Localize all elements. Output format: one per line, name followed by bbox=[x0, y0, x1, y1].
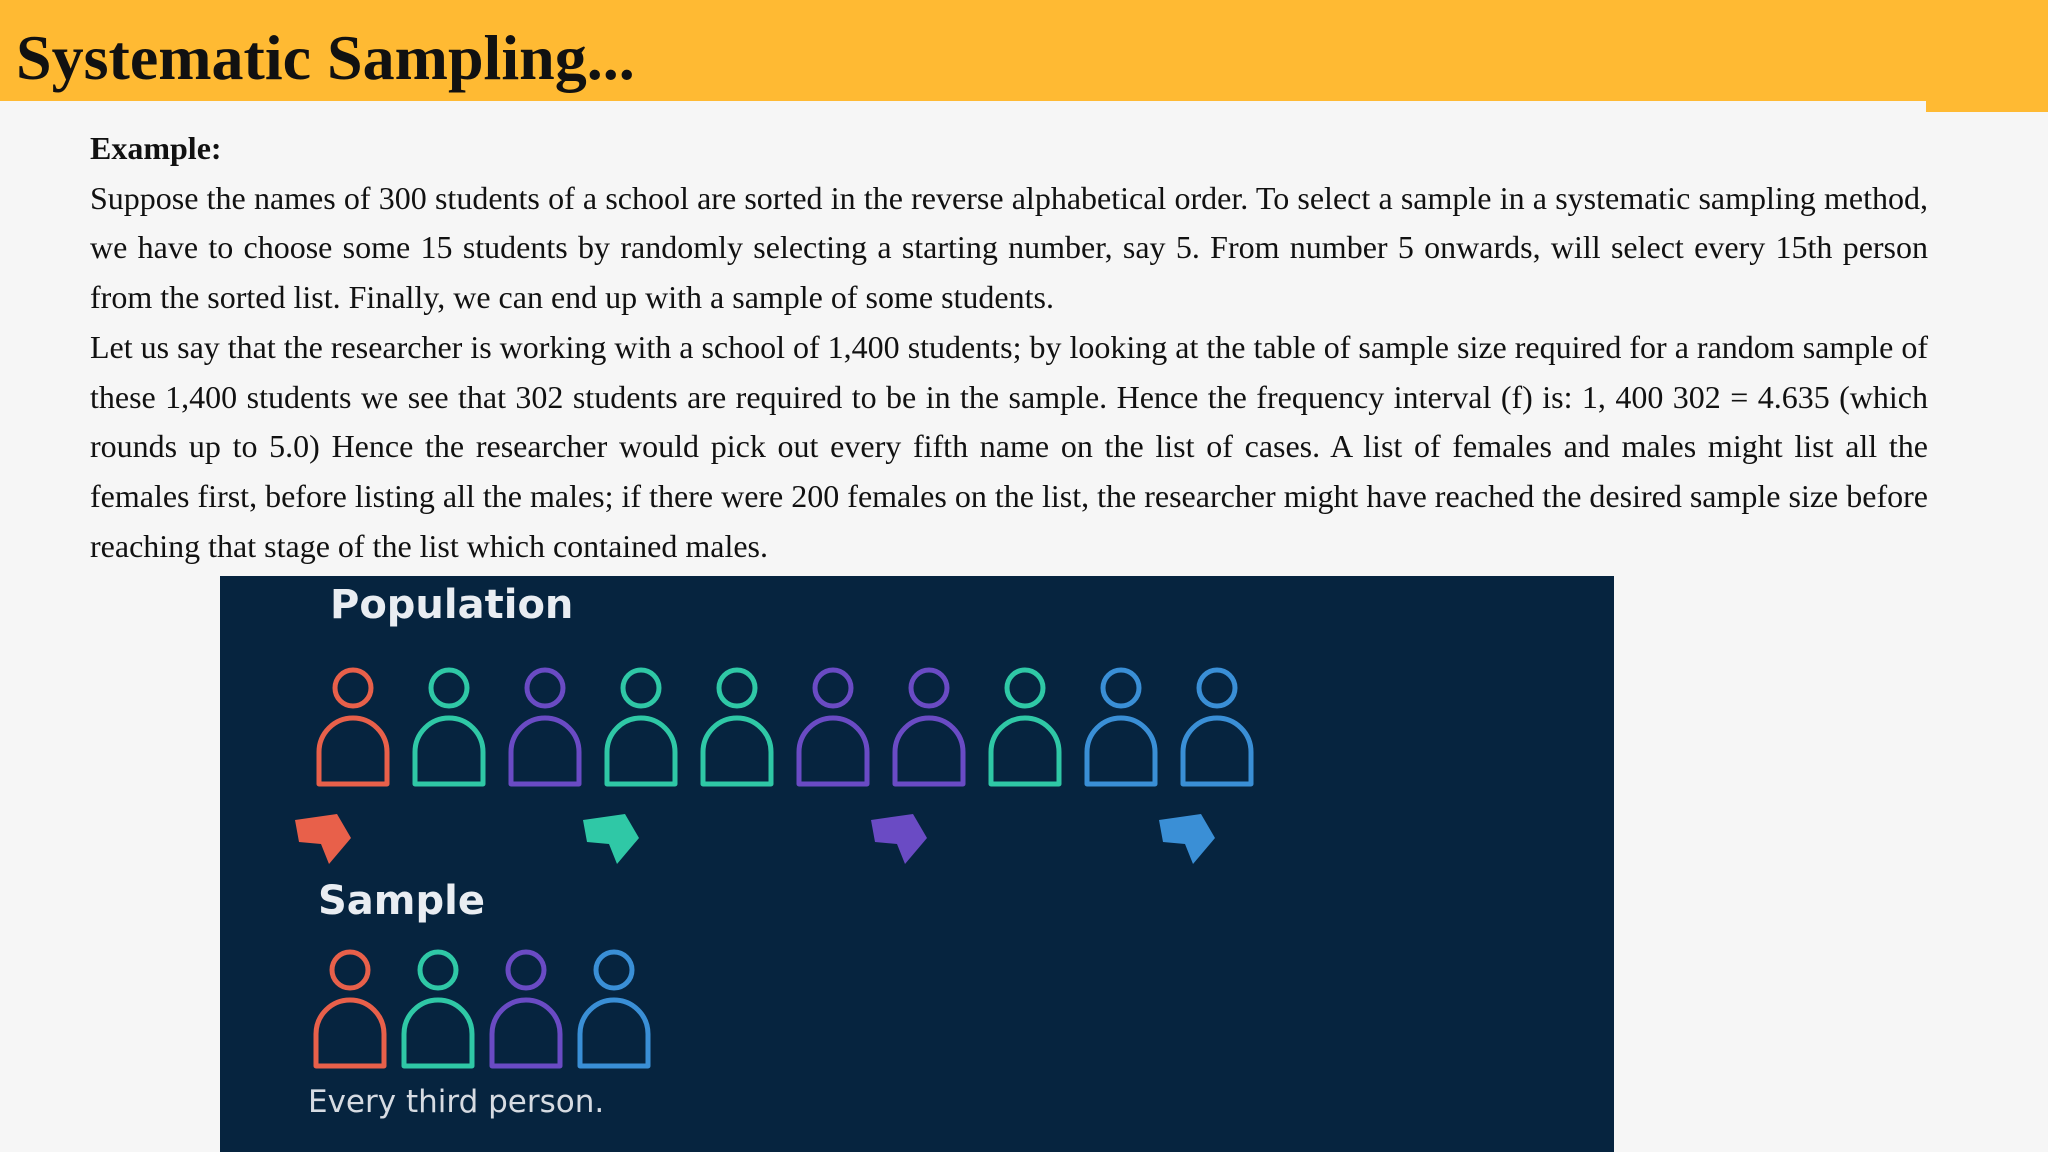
person-icon bbox=[607, 670, 675, 784]
person-icon bbox=[316, 952, 384, 1066]
person-icon bbox=[492, 952, 560, 1066]
selection-marker-icon bbox=[1159, 814, 1215, 864]
person-icon bbox=[319, 670, 387, 784]
person-icon bbox=[415, 670, 483, 784]
population-label: Population bbox=[330, 582, 574, 628]
paragraph-1: Suppose the names of 300 students of a school are sorted in the reverse alphabetical order. To select a sample in a systematic sampling method, we have to choose some 15 students by randomly selecting a starting number, say 5. From number 5 onwards, will select every 15th person from the sorted list. Finally, we can end up with a sample of some students. bbox=[90, 179, 1928, 316]
systematic-sampling-figure bbox=[220, 576, 1614, 1152]
person-icon bbox=[404, 952, 472, 1066]
person-icon bbox=[799, 670, 867, 784]
person-icon bbox=[1183, 670, 1251, 784]
slide-content bbox=[90, 124, 1928, 571]
person-icon bbox=[1087, 670, 1155, 784]
figure-graphic bbox=[220, 576, 1614, 1152]
person-icon bbox=[580, 952, 648, 1066]
person-icon bbox=[895, 670, 963, 784]
example-heading: Example: bbox=[90, 130, 222, 166]
figure-caption: Every third person. bbox=[308, 1084, 605, 1120]
person-icon bbox=[703, 670, 771, 784]
selection-marker-icon bbox=[871, 814, 927, 864]
person-icon bbox=[991, 670, 1059, 784]
paragraph-2: Let us say that the researcher is working with a school of 1,400 students; by looking at the table of sample size required for a random sample of these 1,400 students we see that 302 students are required to be in the sample. Hence the frequency interval (f) is: 1, 400 302 = 4.635 (which rounds up to 5.0) Hence the researcher would pick out every fifth name on the list of cases. A list of females and males might list all the females first, before listing all the males; if there were 200 females on the list, the researcher might have reached the desired sample size before reaching that stage of the list which contained males. bbox=[90, 328, 1928, 564]
selection-marker-icon bbox=[583, 814, 639, 864]
slide-title: Systematic Sampling... bbox=[16, 22, 635, 93]
sample-label: Sample bbox=[318, 878, 485, 924]
person-icon bbox=[511, 670, 579, 784]
selection-marker-icon bbox=[295, 814, 351, 864]
